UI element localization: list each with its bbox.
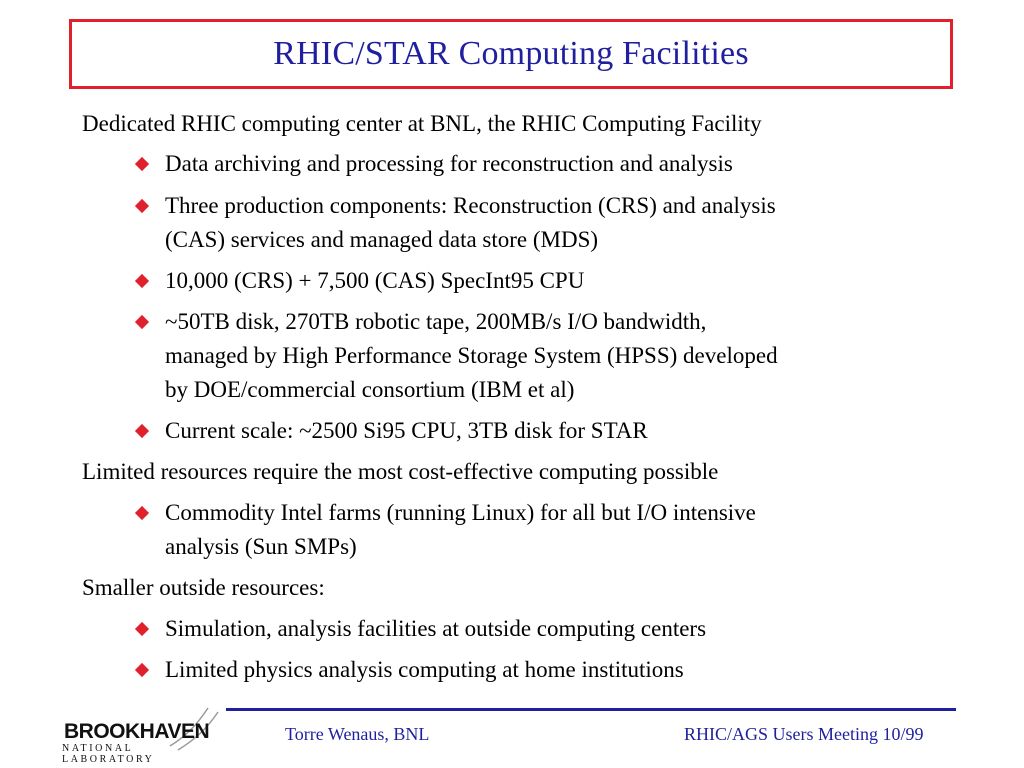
diamond-bullet-icon [135, 274, 149, 288]
sub-bullet-text: Simulation, analysis facilities at outside computing centers [165, 616, 707, 641]
sub-bullet-text: Three production components: Reconstruction (CRS) and analysis [165, 193, 776, 218]
sub-bullet-continuation: by DOE/commercial consortium (IBM et al) [165, 377, 575, 402]
footer-event: RHIC/AGS Users Meeting 10/99 [684, 724, 924, 744]
brookhaven-logo [58, 706, 228, 766]
diamond-bullet-icon [135, 315, 149, 329]
sub-bullet-continuation: managed by High Performance Storage System (HPSS) developed [165, 343, 778, 368]
sub-bullet-text: 10,000 (CRS) + 7,500 (CAS) SpecInt95 CPU [165, 268, 585, 293]
logo-main-text: BROOKHAVEN [64, 720, 210, 743]
sub-bullet-text: ~50TB disk, 270TB robotic tape, 200MB/s I/O bandwidth, [165, 309, 707, 334]
sub-bullet-text: Current scale: ~2500 Si95 CPU, 3TB disk for STAR [165, 418, 648, 443]
footer-author: Torre Wenaus, BNL [285, 724, 430, 744]
diamond-bullet-icon [135, 157, 149, 171]
bullet-text: Dedicated RHIC computing center at BNL, the RHIC Computing Facility [82, 111, 762, 136]
bullet-text: Smaller outside resources: [82, 575, 325, 600]
logo-sub-text: NATIONAL LABORATORY [62, 743, 155, 765]
diamond-bullet-icon [135, 506, 149, 520]
diamond-bullet-icon [135, 622, 149, 636]
sub-bullet-text: Commodity Intel farms (running Linux) for all but I/O intensive [165, 500, 756, 525]
sub-bullet-continuation: analysis (Sun SMPs) [165, 534, 357, 559]
sub-bullet-text: Limited physics analysis computing at home institutions [165, 657, 684, 682]
footer-divider [226, 708, 956, 711]
sub-bullet-text: Data archiving and processing for reconstruction and analysis [165, 151, 733, 176]
diamond-bullet-icon [135, 663, 149, 677]
sub-bullet-continuation: (CAS) services and managed data store (MDS) [165, 227, 599, 252]
bullet-text: Limited resources require the most cost-effective computing possible [82, 459, 719, 484]
slide-title: RHIC/STAR Computing Facilities [273, 35, 749, 72]
diamond-bullet-icon [135, 199, 149, 213]
diamond-bullet-icon [135, 424, 149, 438]
